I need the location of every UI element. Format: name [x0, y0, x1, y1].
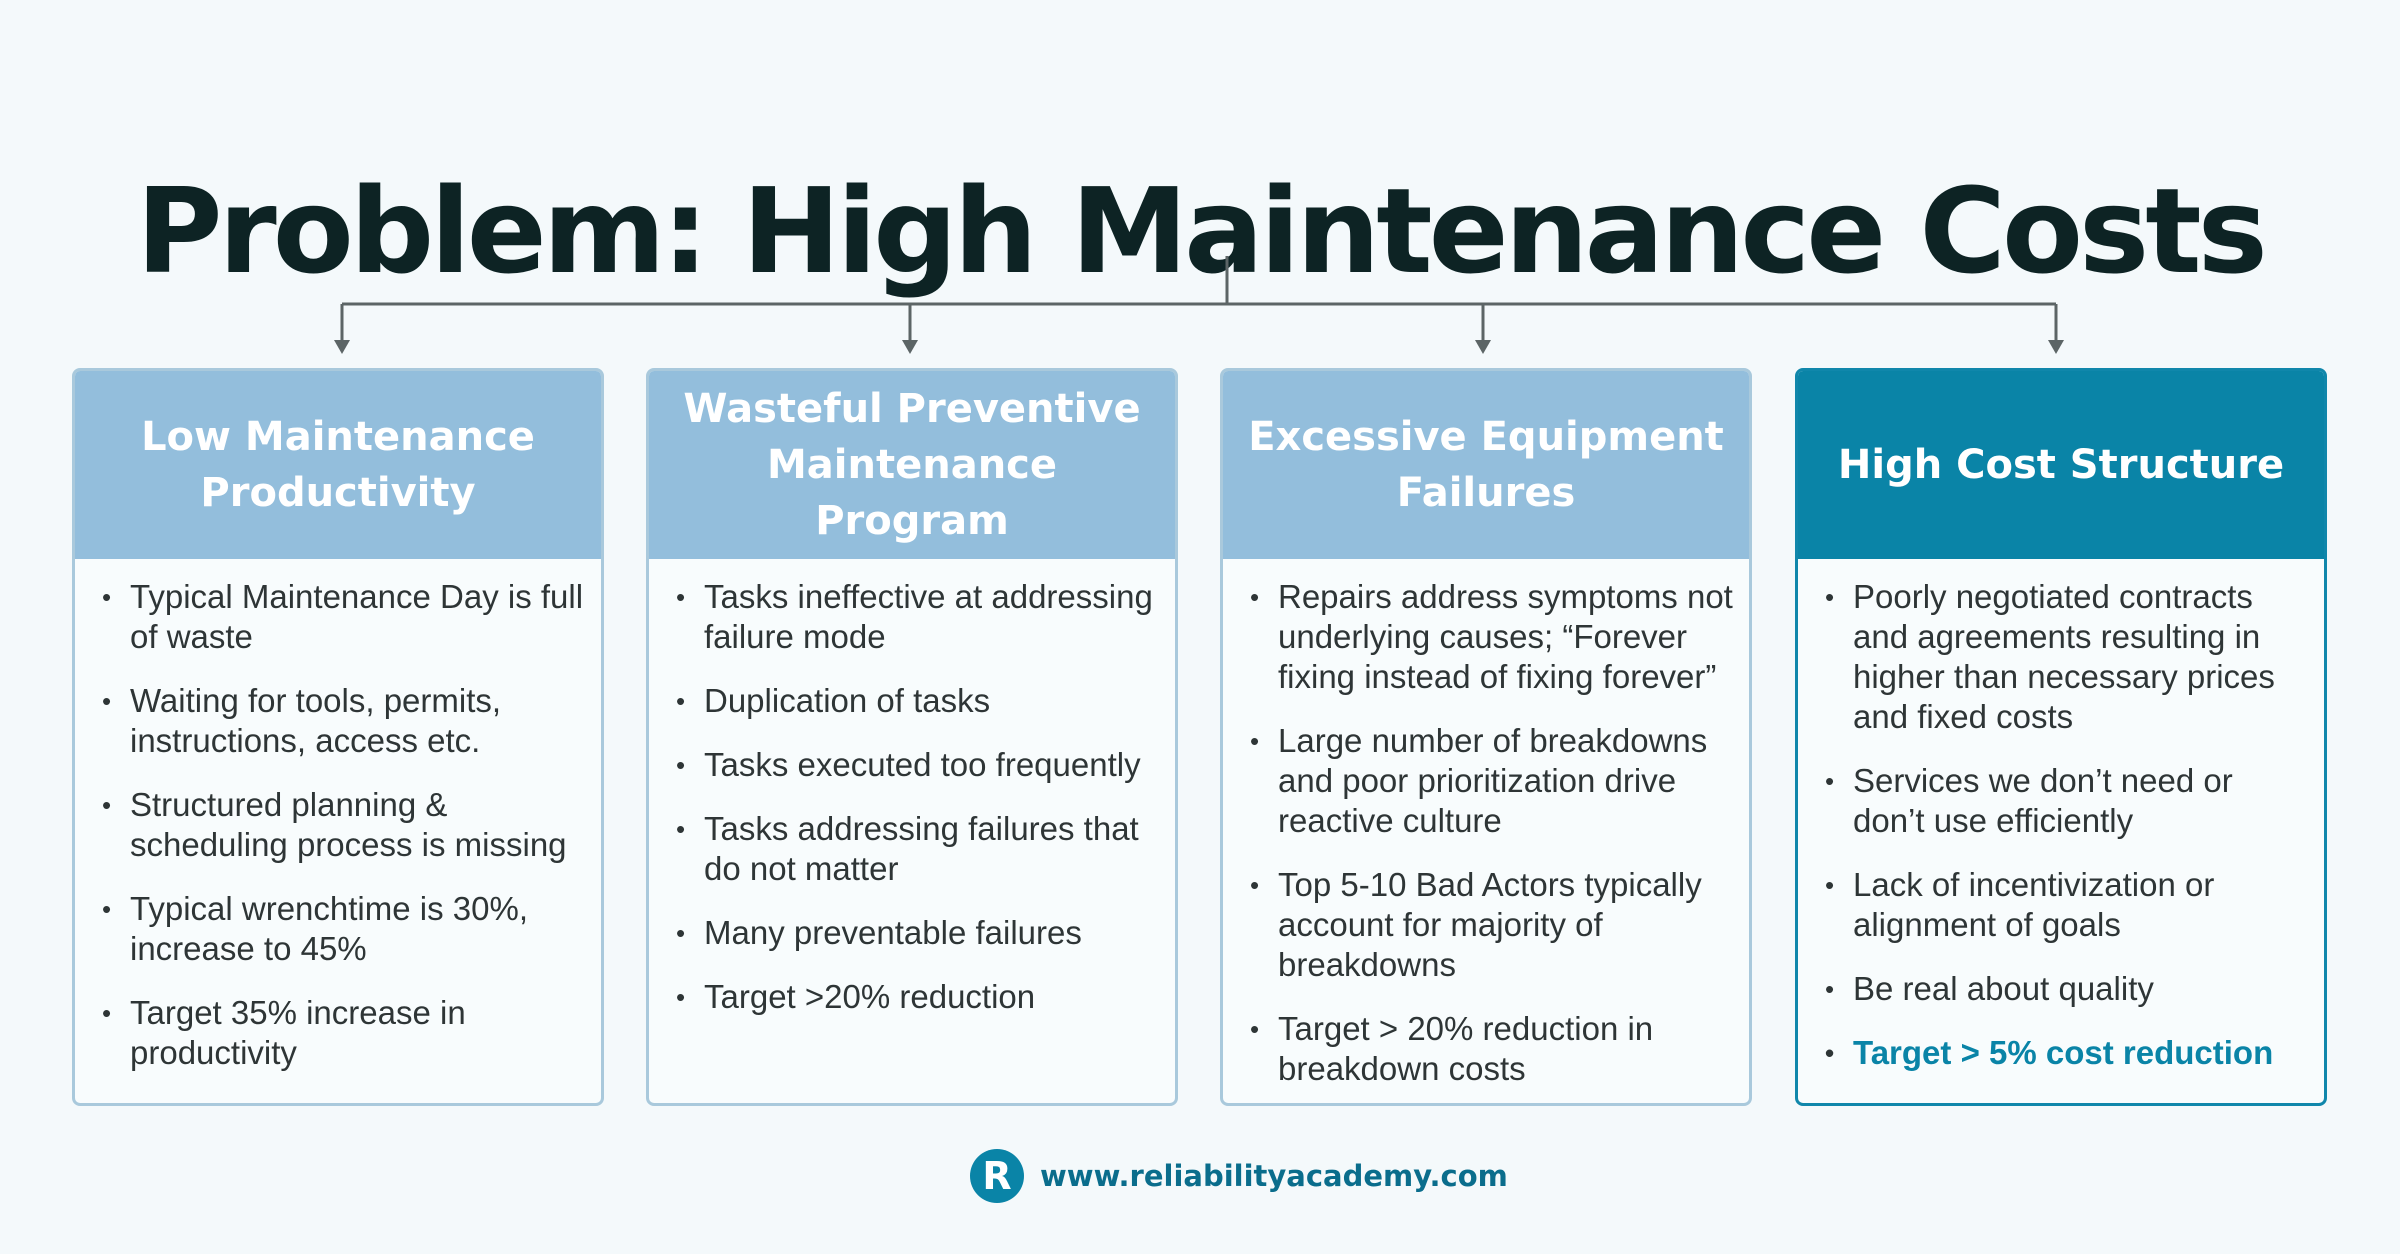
- list-item: • Tasks ineffective at addressing failure mode: [704, 577, 1161, 657]
- card-low-maintenance-productivity: [72, 368, 604, 1106]
- footer: [970, 1148, 1508, 1204]
- list-item: • Top 5-10 Bad Actors typically account for majority of breakdowns: [1278, 865, 1735, 985]
- bullet-list: [1798, 559, 2324, 1073]
- website-link[interactable]: www.reliabilityacademy.com: [1040, 1159, 1508, 1193]
- list-item: • Target > 20% reduction in breakdown costs: [1278, 1009, 1735, 1089]
- arrow-icon: [2048, 340, 2064, 354]
- card-header: Low Maintenance Productivity: [75, 371, 601, 559]
- list-item: • Repairs address symptoms not underlying causes; “Forever fixing instead of fixing forever”: [1278, 577, 1735, 697]
- card-wasteful-pm-program: [646, 368, 1178, 1106]
- list-item: • Tasks executed too frequently: [704, 745, 1161, 785]
- list-item: • Target 35% increase in productivity: [130, 993, 587, 1073]
- list-item-target: • Target > 5% cost reduction: [1853, 1033, 2310, 1073]
- arrow-icon: [334, 340, 350, 354]
- list-item: • Services we don’t need or don’t use efficiently: [1853, 761, 2310, 841]
- bullet-list: [75, 559, 601, 1073]
- list-item: • Tasks addressing failures that do not matter: [704, 809, 1161, 889]
- list-item: • Poorly negotiated contracts and agreements resulting in higher than necessary prices and fixed costs: [1853, 577, 2310, 737]
- arrow-icon: [1475, 340, 1491, 354]
- card-header: High Cost Structure: [1798, 371, 2324, 559]
- bullet-list: [649, 559, 1175, 1017]
- list-item: • Large number of breakdowns and poor prioritization drive reactive culture: [1278, 721, 1735, 841]
- list-item: • Be real about quality: [1853, 969, 2310, 1009]
- card-header: Excessive Equipment Failures: [1223, 371, 1749, 559]
- list-item: • Many preventable failures: [704, 913, 1161, 953]
- bullet-list: [1223, 559, 1749, 1089]
- list-item: • Structured planning & scheduling process is missing: [130, 785, 587, 865]
- list-item: • Typical wrenchtime is 30%, increase to 45%: [130, 889, 587, 969]
- card-high-cost-structure: [1795, 368, 2327, 1106]
- list-item: • Duplication of tasks: [704, 681, 1161, 721]
- list-item: • Waiting for tools, permits, instructions, access etc.: [130, 681, 587, 761]
- reliability-academy-logo-icon: R: [970, 1149, 1024, 1203]
- list-item: • Target >20% reduction: [704, 977, 1161, 1017]
- connector-lines: [0, 0, 2400, 368]
- page-title: Problem: High Maintenance Costs: [136, 162, 2264, 301]
- list-item: • Typical Maintenance Day is full of waste: [130, 577, 587, 657]
- arrow-icon: [902, 340, 918, 354]
- card-header: Wasteful Preventive Maintenance Program: [649, 371, 1175, 559]
- card-excessive-equipment-failures: [1220, 368, 1752, 1106]
- list-item: • Lack of incentivization or alignment of goals: [1853, 865, 2310, 945]
